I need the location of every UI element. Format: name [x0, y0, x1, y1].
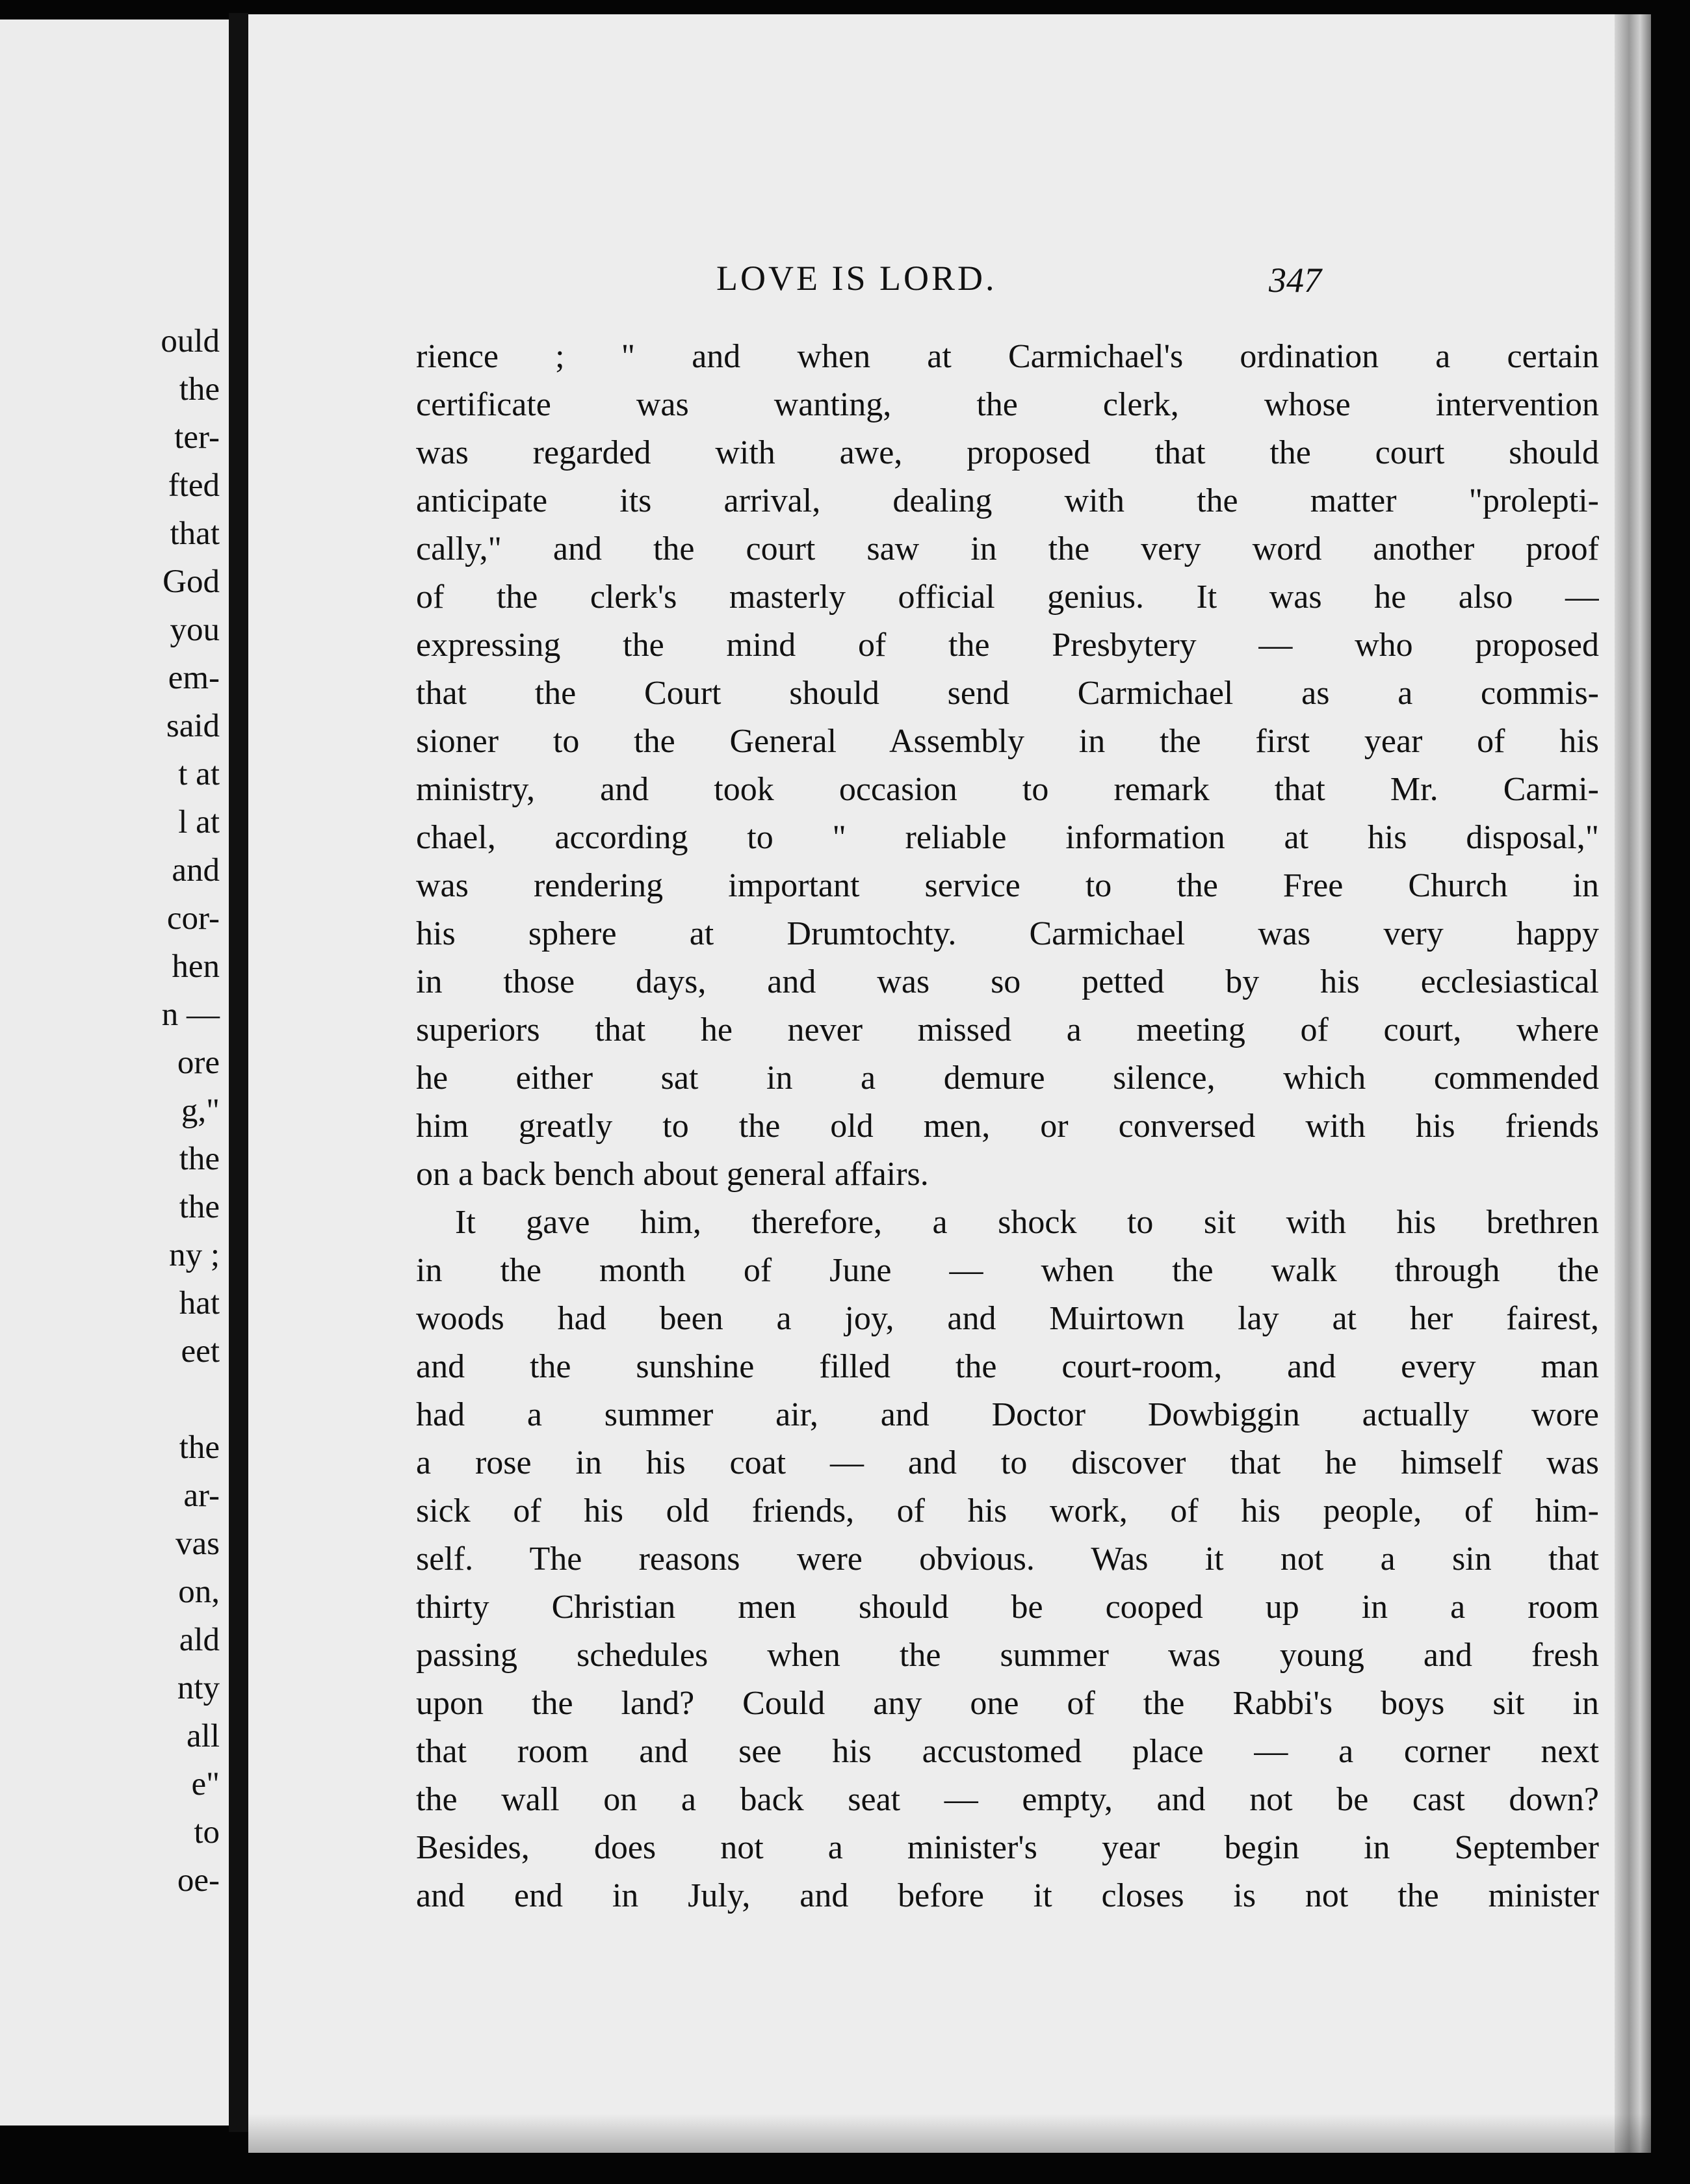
left-page-line-fragment: to: [194, 1814, 220, 1851]
text-line: certificate was wanting, the clerk, whose intervention: [416, 386, 1599, 423]
page-number: 347: [1269, 261, 1321, 300]
left-page-line-fragment: n —: [161, 996, 220, 1033]
left-page-line-fragment: eet: [181, 1333, 220, 1370]
left-page-line-fragment: g,": [181, 1093, 220, 1129]
text-line: he either sat in a demure silence, which commended: [416, 1060, 1599, 1097]
text-line: his sphere at Drumtochty. Carmichael was very happy: [416, 915, 1599, 952]
left-page-line-fragment: all: [187, 1718, 220, 1754]
text-line: rience ; " and when at Carmichael's ordination a certain: [416, 338, 1599, 375]
left-page-line-fragment: ore: [177, 1045, 220, 1081]
left-page-line-fragment: the: [179, 1141, 220, 1177]
left-page-line-fragment: t at: [178, 756, 220, 792]
left-page-line-fragment: vas: [176, 1526, 220, 1562]
left-page-line-fragment: said: [166, 708, 220, 744]
left-page-line-fragment: e": [191, 1766, 220, 1802]
text-line: him greatly to the old men, or conversed with his friends: [416, 1108, 1599, 1145]
left-page-line-fragment: em-: [168, 660, 220, 696]
text-line: Besides, does not a minister's year begin in September: [416, 1829, 1599, 1866]
left-page-line-fragment: ter-: [174, 419, 220, 456]
paragraph-1: [416, 333, 1599, 1199]
text-line: passing schedules when the summer was young and fresh: [416, 1637, 1599, 1674]
text-line: on a back bench about general affairs.: [416, 1156, 929, 1193]
text-line: thirty Christian men should be cooped up in a room: [416, 1589, 1599, 1626]
left-page-line-fragment: the: [179, 371, 220, 408]
left-page-line-fragment: ald: [179, 1622, 220, 1658]
left-page-line-fragment: the: [179, 1429, 220, 1466]
text-line: was regarded with awe, proposed that the court should: [416, 434, 1599, 471]
left-page-line-fragment: ould: [161, 323, 220, 359]
text-line: expressing the mind of the Presbytery — who proposed: [416, 627, 1599, 664]
page-edge-shadow: [1615, 14, 1651, 2153]
left-page-line-fragment: God: [162, 564, 220, 600]
text-line: had a summer air, and Doctor Dowbiggin actually wore: [416, 1396, 1599, 1433]
paragraph-2: [416, 1199, 1599, 1920]
left-page-line-fragment: l at: [178, 804, 220, 840]
left-page-line-fragment: ny ;: [169, 1237, 220, 1273]
text-line: was rendering important service to the Free Church in: [416, 867, 1599, 904]
left-page-line-fragment: that: [170, 515, 220, 552]
left-page-line-fragment: on,: [178, 1574, 220, 1610]
running-title: LOVE IS LORD.: [716, 259, 997, 298]
text-line: chael, according to " reliable information at his disposal,": [416, 819, 1599, 856]
book-gutter: [229, 13, 248, 2132]
left-page-line-fragment: fted: [168, 467, 220, 504]
text-line: that the Court should send Carmichael as a commis-: [416, 675, 1599, 712]
text-line: cally," and the court saw in the very word another proof: [416, 530, 1599, 567]
text-line: It gave him, therefore, a shock to sit with his brethren: [455, 1204, 1599, 1241]
text-line: self. The reasons were obvious. Was it not a sin that: [416, 1540, 1599, 1578]
text-line: and end in July, and before it closes is not the minister: [416, 1877, 1599, 1914]
text-line: sioner to the General Assembly in the first year of his: [416, 723, 1599, 760]
text-line: that room and see his accustomed place — a corner next: [416, 1733, 1599, 1770]
text-line: upon the land? Could any one of the Rabbi's boys sit in: [416, 1685, 1599, 1722]
right-page: [248, 14, 1651, 2153]
left-page-line-fragment: the: [179, 1189, 220, 1225]
text-line: sick of his old friends, of his work, of his people, of him-: [416, 1492, 1599, 1529]
left-page-line-fragment: and: [172, 852, 220, 889]
left-page-line-fragment: hen: [172, 948, 220, 985]
text-line: and the sunshine filled the court-room, and every man: [416, 1348, 1599, 1385]
bottom-shadow: [248, 2114, 1651, 2153]
text-line: woods had been a joy, and Muirtown lay at her fairest,: [416, 1300, 1599, 1337]
text-line: ministry, and took occasion to remark that Mr. Carmi-: [416, 771, 1599, 808]
text-line: in the month of June — when the walk through the: [416, 1252, 1599, 1289]
page-body: [416, 333, 1599, 1920]
text-line: of the clerk's masterly official genius. It was he also —: [416, 578, 1599, 616]
left-page-line-fragment: you: [170, 612, 220, 648]
text-line: in those days, and was so petted by his ecclesiastical: [416, 963, 1599, 1000]
left-facing-page: [0, 20, 229, 2126]
left-page-line-fragment: cor-: [166, 900, 220, 937]
left-page-line-fragment: ar-: [183, 1477, 220, 1514]
left-page-line-fragment: hat: [179, 1285, 220, 1321]
left-page-line-fragment: nty: [177, 1670, 220, 1706]
text-line: anticipate its arrival, dealing with the matter "prolepti-: [416, 482, 1599, 519]
text-line: a rose in his coat — and to discover that he himself was: [416, 1444, 1599, 1481]
text-line: superiors that he never missed a meeting of court, where: [416, 1011, 1599, 1048]
text-line: the wall on a back seat — empty, and not be cast down?: [416, 1781, 1599, 1818]
left-page-line-fragment: oe-: [177, 1862, 220, 1899]
